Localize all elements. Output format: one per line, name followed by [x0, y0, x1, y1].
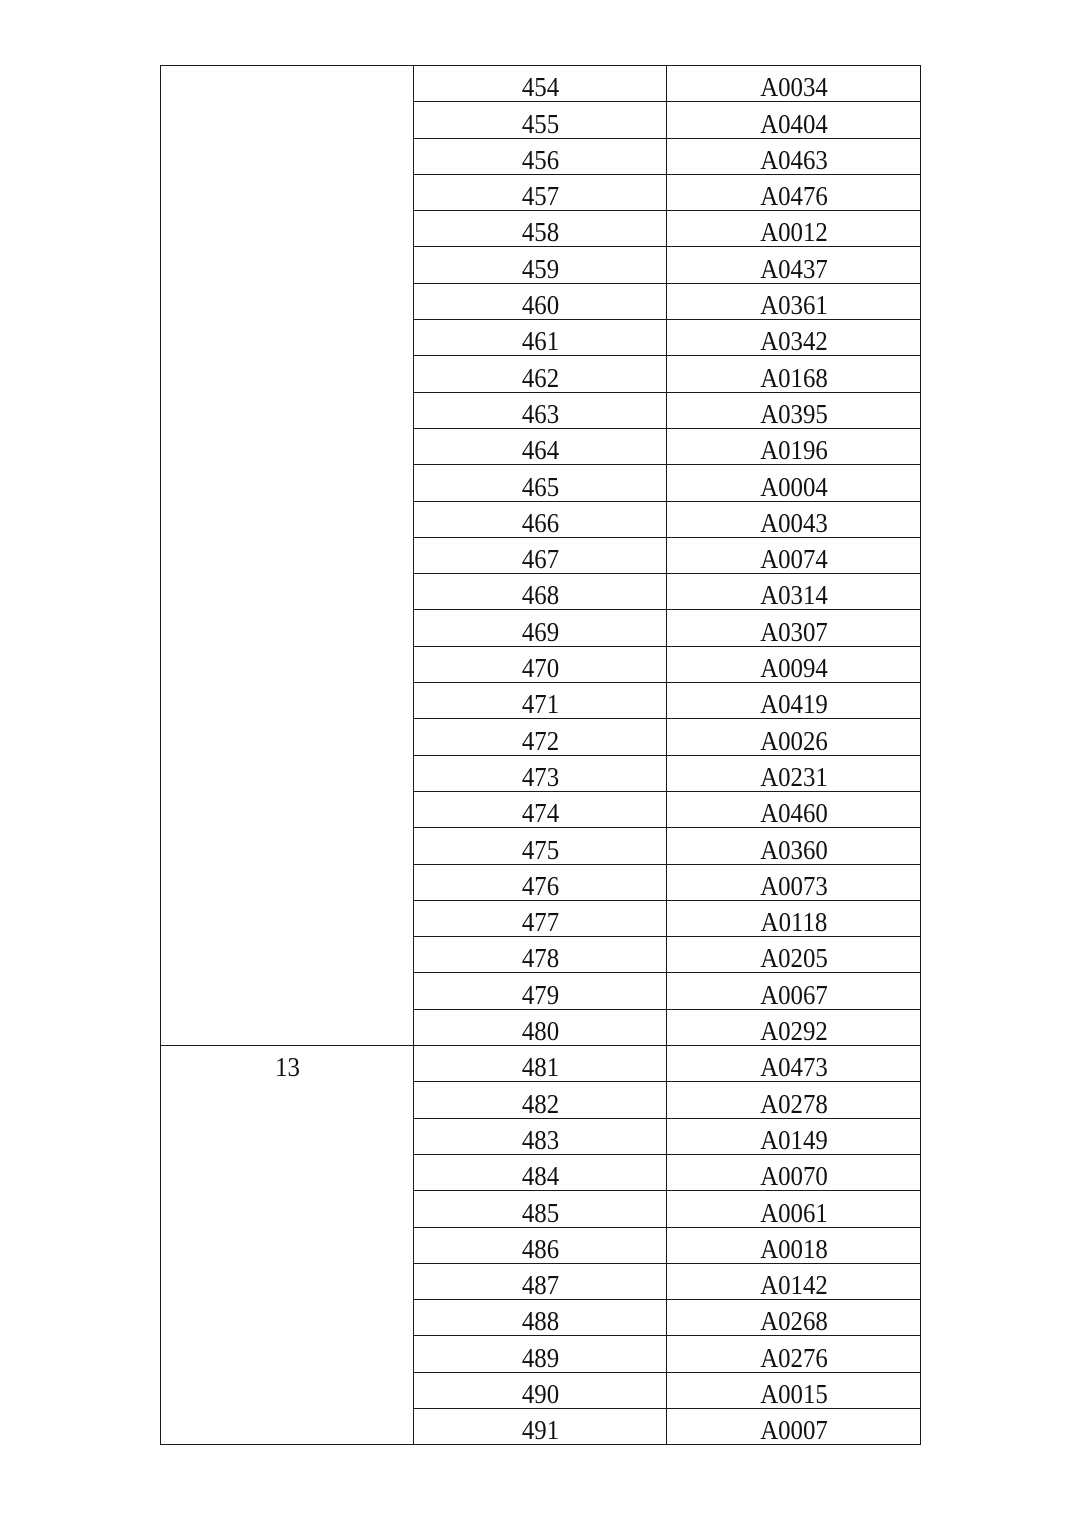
sequence-number-cell: 479	[424, 973, 657, 1009]
sequence-number-cell: 471	[424, 683, 657, 719]
group-number-cell	[171, 66, 404, 1046]
sequence-number-cell: 474	[424, 791, 657, 827]
code-cell: A0004	[677, 465, 911, 501]
code-cell: A0419	[677, 683, 911, 719]
sequence-number-cell: 475	[424, 828, 657, 864]
code-cell: A0231	[677, 755, 911, 791]
code-cell: A0012	[677, 211, 911, 247]
code-cell: A0342	[677, 320, 911, 356]
code-cell: A0196	[677, 428, 911, 464]
code-cell: A0463	[677, 138, 911, 174]
code-cell: A0142	[677, 1263, 911, 1299]
code-cell: A0034	[677, 66, 911, 102]
code-cell: A0476	[677, 174, 911, 210]
table-row	[161, 66, 921, 102]
code-cell: A0361	[677, 283, 911, 319]
sequence-number-cell: 472	[424, 719, 657, 755]
code-cell: A0149	[677, 1118, 911, 1154]
assignment-table-body	[161, 66, 921, 1445]
sequence-number-cell: 454	[424, 66, 657, 102]
code-cell: A0395	[677, 392, 911, 428]
sequence-number-cell: 456	[424, 138, 657, 174]
group-number-cell: 13	[171, 1046, 404, 1445]
table-row	[161, 1046, 921, 1082]
code-cell: A0307	[677, 610, 911, 646]
code-cell: A0118	[677, 900, 911, 936]
code-cell: A0094	[677, 646, 911, 682]
sequence-number-cell: 465	[424, 465, 657, 501]
sequence-number-cell: 461	[424, 320, 657, 356]
sequence-number-cell: 469	[424, 610, 657, 646]
sequence-number-cell: 485	[424, 1191, 657, 1227]
sequence-number-cell: 459	[424, 247, 657, 283]
sequence-number-cell: 468	[424, 574, 657, 610]
code-cell: A0061	[677, 1191, 911, 1227]
code-cell: A0278	[677, 1082, 911, 1118]
code-cell: A0015	[677, 1372, 911, 1408]
sequence-number-cell: 462	[424, 356, 657, 392]
sequence-number-cell: 477	[424, 900, 657, 936]
code-cell: A0437	[677, 247, 911, 283]
assignment-table	[160, 65, 921, 1445]
sequence-number-cell: 481	[424, 1046, 657, 1082]
sequence-number-cell: 486	[424, 1227, 657, 1263]
sequence-number-cell: 470	[424, 646, 657, 682]
sequence-number-cell: 480	[424, 1009, 657, 1045]
code-cell: A0360	[677, 828, 911, 864]
sequence-number-cell: 455	[424, 102, 657, 138]
sequence-number-cell: 467	[424, 537, 657, 573]
code-cell: A0314	[677, 574, 911, 610]
sequence-number-cell: 457	[424, 174, 657, 210]
sequence-number-cell: 460	[424, 283, 657, 319]
code-cell: A0404	[677, 102, 911, 138]
code-cell: A0018	[677, 1227, 911, 1263]
sequence-number-cell: 482	[424, 1082, 657, 1118]
code-cell: A0070	[677, 1154, 911, 1190]
sequence-number-cell: 458	[424, 211, 657, 247]
sequence-number-cell: 463	[424, 392, 657, 428]
code-cell: A0460	[677, 791, 911, 827]
code-cell: A0473	[677, 1046, 911, 1082]
code-cell: A0205	[677, 937, 911, 973]
code-cell: A0276	[677, 1336, 911, 1372]
code-cell: A0168	[677, 356, 911, 392]
sequence-number-cell: 489	[424, 1336, 657, 1372]
code-cell: A0026	[677, 719, 911, 755]
sequence-number-cell: 464	[424, 428, 657, 464]
sequence-number-cell: 478	[424, 937, 657, 973]
sequence-number-cell: 491	[424, 1408, 657, 1444]
code-cell: A0074	[677, 537, 911, 573]
code-cell: A0292	[677, 1009, 911, 1045]
code-cell: A0268	[677, 1300, 911, 1336]
sequence-number-cell: 484	[424, 1154, 657, 1190]
sequence-number-cell: 473	[424, 755, 657, 791]
code-cell: A0067	[677, 973, 911, 1009]
sequence-number-cell: 490	[424, 1372, 657, 1408]
code-cell: A0073	[677, 864, 911, 900]
sequence-number-cell: 487	[424, 1263, 657, 1299]
sequence-number-cell: 488	[424, 1300, 657, 1336]
code-cell: A0007	[677, 1408, 911, 1444]
code-cell: A0043	[677, 501, 911, 537]
sequence-number-cell: 483	[424, 1118, 657, 1154]
sequence-number-cell: 476	[424, 864, 657, 900]
sequence-number-cell: 466	[424, 501, 657, 537]
